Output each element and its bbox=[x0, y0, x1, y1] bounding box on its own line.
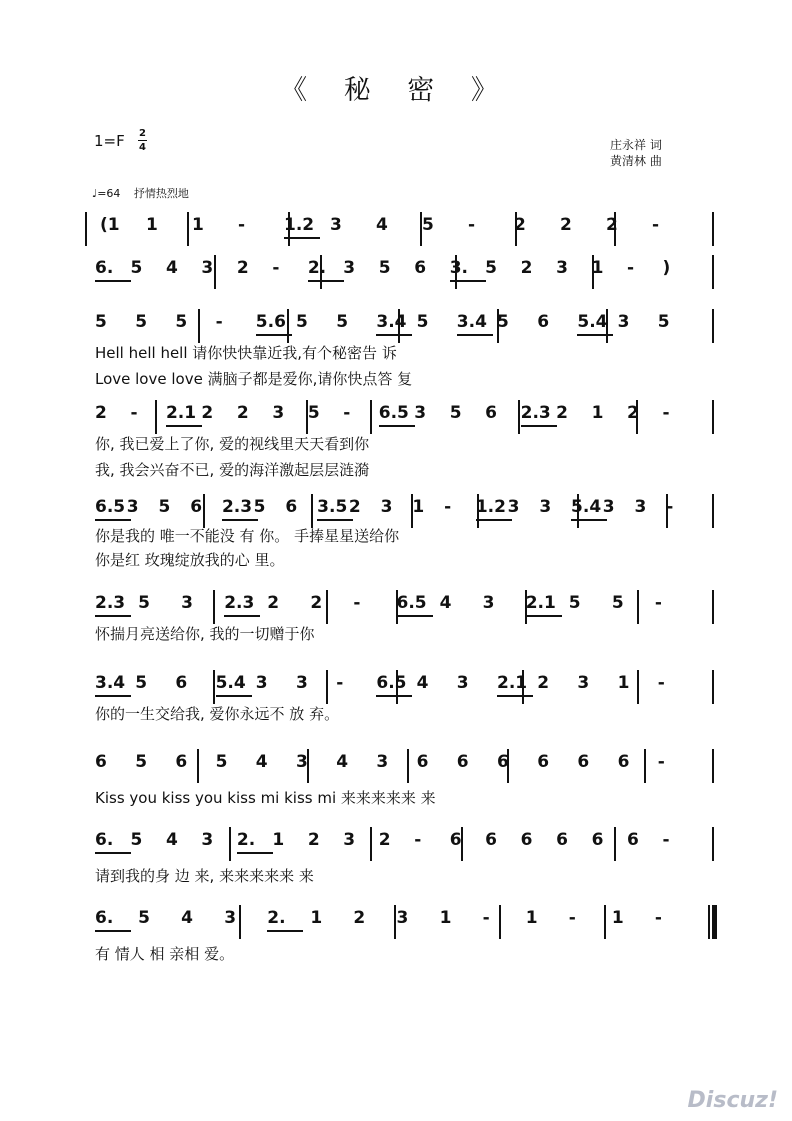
note: 5 bbox=[422, 215, 434, 235]
note: 3. bbox=[449, 258, 468, 278]
barline bbox=[155, 400, 157, 434]
note: 3 bbox=[396, 908, 409, 928]
note: (1 bbox=[100, 215, 120, 235]
note: 1 bbox=[591, 258, 604, 278]
note: 5 bbox=[378, 258, 391, 278]
barline bbox=[198, 309, 200, 343]
note: 6 bbox=[556, 830, 568, 850]
note: 4 bbox=[181, 908, 193, 928]
note: 6.5 bbox=[376, 673, 407, 693]
note: 6 bbox=[285, 497, 298, 517]
beam bbox=[222, 519, 258, 521]
note: 6 bbox=[577, 752, 590, 772]
note: 3.4 bbox=[376, 312, 407, 332]
key-signature: 1=F bbox=[94, 132, 125, 150]
note: 5 bbox=[307, 403, 320, 423]
beam bbox=[95, 615, 131, 617]
note: 1 bbox=[310, 908, 323, 928]
note: 3 bbox=[296, 752, 308, 772]
composer: 黄清林 曲 bbox=[610, 154, 662, 168]
beam bbox=[256, 334, 292, 336]
note: 1 bbox=[192, 215, 204, 235]
note: 3.4 bbox=[456, 312, 487, 332]
note: - bbox=[657, 752, 665, 772]
note: 4 bbox=[376, 215, 388, 235]
note: - bbox=[652, 215, 660, 235]
note: 6 bbox=[414, 258, 427, 278]
barline bbox=[712, 670, 714, 704]
barline bbox=[712, 749, 714, 783]
note: 2 bbox=[353, 908, 366, 928]
barline bbox=[370, 827, 372, 861]
note: - bbox=[468, 215, 476, 235]
barline bbox=[85, 212, 87, 246]
note: 2 bbox=[236, 403, 249, 423]
barline bbox=[712, 494, 714, 528]
barline bbox=[203, 494, 205, 528]
beam bbox=[450, 280, 486, 282]
barline bbox=[197, 749, 199, 783]
note: - bbox=[238, 215, 246, 235]
note: 6 bbox=[537, 312, 550, 332]
barline bbox=[637, 670, 639, 704]
beam bbox=[376, 334, 412, 336]
time-signature: 2 4 bbox=[139, 128, 146, 153]
note: - bbox=[568, 908, 576, 928]
note: - bbox=[343, 403, 351, 423]
note: 5 bbox=[497, 312, 509, 332]
beam bbox=[497, 695, 533, 697]
note: 2 bbox=[627, 403, 639, 423]
note: 3 bbox=[539, 497, 552, 517]
note: 5 bbox=[158, 497, 171, 517]
note: - bbox=[444, 497, 452, 517]
lyric-line: 我, 我会兴奋不已, 爱的海洋激起层层涟漪 bbox=[95, 461, 370, 479]
note: 5 bbox=[130, 258, 143, 278]
note: 3 bbox=[602, 497, 615, 517]
note: 1 bbox=[525, 908, 538, 928]
note: 6 bbox=[537, 752, 550, 772]
beam bbox=[521, 425, 557, 427]
note: 3 bbox=[330, 215, 342, 235]
note: 5 bbox=[485, 258, 498, 278]
note: 5 bbox=[175, 312, 188, 332]
lyric-line: 你的一生交给我, 爱你永远不 放 弃。 bbox=[95, 705, 340, 723]
note: 3 bbox=[617, 312, 630, 332]
tempo-bpm: ♩=64 bbox=[92, 187, 121, 200]
beam bbox=[216, 695, 252, 697]
lyric-line: Hell hell hell 请你快快靠近我,有个秘密告 诉 bbox=[95, 344, 397, 362]
note: 2 bbox=[95, 403, 107, 423]
barline bbox=[712, 212, 714, 246]
note: 6.5 bbox=[95, 497, 126, 517]
note: 2 bbox=[560, 215, 572, 235]
expression-mark: 抒情热烈地 bbox=[133, 187, 189, 200]
note: - bbox=[654, 593, 662, 613]
barline bbox=[287, 309, 289, 343]
lyric-line: Love love love 满脑子都是爱你,请你快点答 复 bbox=[95, 370, 413, 388]
note: 2 bbox=[307, 830, 320, 850]
note: 6. bbox=[95, 830, 114, 850]
note: 2. bbox=[267, 908, 286, 928]
lyric-line: 请到我的身 边 来, 来来来来来 来 bbox=[95, 867, 314, 885]
barline bbox=[712, 309, 714, 343]
note: 2 bbox=[348, 497, 361, 517]
note: 5 bbox=[130, 830, 143, 850]
note: 4 bbox=[165, 258, 178, 278]
beam bbox=[224, 615, 260, 617]
note: 2. bbox=[307, 258, 327, 278]
note: 5 bbox=[95, 312, 107, 332]
note: 3 bbox=[634, 497, 647, 517]
note: 6 bbox=[617, 752, 630, 772]
note: 3 bbox=[296, 673, 308, 693]
note: 5 bbox=[138, 593, 150, 613]
note: 6 bbox=[416, 752, 429, 772]
note: 1 bbox=[272, 830, 285, 850]
note: 5 bbox=[611, 593, 624, 613]
beam bbox=[476, 519, 512, 521]
barline bbox=[712, 255, 714, 289]
note: ) bbox=[662, 258, 671, 278]
note: - bbox=[130, 403, 138, 423]
note: 4 bbox=[165, 830, 178, 850]
note: 2. bbox=[236, 830, 256, 850]
note: 5.4 bbox=[215, 673, 246, 693]
note: 5 bbox=[135, 673, 148, 693]
beam bbox=[376, 695, 412, 697]
note: 1 bbox=[617, 673, 630, 693]
note: 5 bbox=[416, 312, 429, 332]
note: 3 bbox=[272, 403, 285, 423]
barline bbox=[712, 827, 714, 861]
note: 3 bbox=[507, 497, 520, 517]
note: 5.4 bbox=[571, 497, 602, 517]
note: 3 bbox=[380, 497, 393, 517]
note: 6.5 bbox=[396, 593, 427, 613]
note: 1 bbox=[146, 215, 158, 235]
beam bbox=[577, 334, 613, 336]
barline bbox=[187, 212, 189, 246]
barline bbox=[712, 400, 714, 434]
note: 1 bbox=[591, 403, 604, 423]
note: 2 bbox=[520, 258, 533, 278]
note: 6 bbox=[627, 830, 639, 850]
barline bbox=[604, 905, 606, 939]
note: 1.2 bbox=[284, 215, 315, 235]
beam bbox=[379, 425, 415, 427]
barline bbox=[229, 827, 231, 861]
note: 3 bbox=[343, 258, 356, 278]
note: 3.4 bbox=[95, 673, 126, 693]
note: - bbox=[657, 673, 665, 693]
note: 3 bbox=[201, 258, 214, 278]
beam bbox=[397, 615, 433, 617]
page-title: 《 秘 密 》 bbox=[280, 75, 512, 106]
barline bbox=[614, 827, 616, 861]
beam bbox=[308, 280, 344, 282]
note: 2 bbox=[201, 403, 214, 423]
note: 6 bbox=[520, 830, 533, 850]
note: 5 bbox=[568, 593, 581, 613]
note: - bbox=[215, 312, 223, 332]
note: 6 bbox=[175, 752, 188, 772]
note: 5.4 bbox=[577, 312, 608, 332]
note: 5 bbox=[135, 312, 148, 332]
note: 3 bbox=[343, 830, 356, 850]
note: 6 bbox=[485, 403, 498, 423]
note: - bbox=[627, 258, 635, 278]
note: 5 bbox=[138, 908, 150, 928]
barline bbox=[326, 590, 328, 624]
beam bbox=[95, 852, 131, 854]
note: - bbox=[662, 403, 670, 423]
beam bbox=[457, 334, 493, 336]
note: 2 bbox=[514, 215, 526, 235]
lyric-line: Kiss you kiss you kiss mi kiss mi 来来来来来 来 bbox=[95, 789, 436, 807]
note: 3 bbox=[577, 673, 590, 693]
beam bbox=[284, 237, 320, 239]
note: 2 bbox=[267, 593, 280, 613]
note: 2 bbox=[606, 215, 618, 235]
note: 3.5 bbox=[317, 497, 348, 517]
barline bbox=[644, 749, 646, 783]
note: - bbox=[654, 908, 662, 928]
note: 6 bbox=[485, 830, 498, 850]
note: 5 bbox=[336, 312, 349, 332]
note: 6 bbox=[497, 752, 509, 772]
note: 5.6 bbox=[255, 312, 286, 332]
note: 1 bbox=[611, 908, 624, 928]
note: 5 bbox=[296, 312, 308, 332]
note: 3 bbox=[482, 593, 495, 613]
note: 6 bbox=[449, 830, 462, 850]
lyric-line: 你, 我已爱上了你, 爱的视线里天天看到你 bbox=[95, 435, 370, 453]
beam bbox=[95, 280, 131, 282]
beam bbox=[95, 695, 131, 697]
lyric-line: 你是我的 唯一不能没 有 你。 手捧星星送给你 bbox=[95, 527, 400, 545]
note: 3 bbox=[181, 593, 193, 613]
note: 5 bbox=[215, 752, 228, 772]
barline bbox=[239, 905, 241, 939]
note: 2 bbox=[556, 403, 568, 423]
barline bbox=[637, 590, 639, 624]
note: 6 bbox=[95, 752, 107, 772]
note: - bbox=[336, 673, 344, 693]
note: 1 bbox=[439, 908, 452, 928]
beam bbox=[166, 425, 202, 427]
note: 6. bbox=[95, 908, 114, 928]
lyric-line: 你是红 玫瑰绽放我的心 里。 bbox=[95, 551, 285, 569]
note: 6 bbox=[456, 752, 469, 772]
barline bbox=[213, 590, 215, 624]
note: 3 bbox=[456, 673, 469, 693]
note: 2.3 bbox=[95, 593, 126, 613]
note: 2 bbox=[236, 258, 249, 278]
lyric-line: 有 情人 相 亲相 爱。 bbox=[95, 945, 235, 963]
note: 2 bbox=[378, 830, 391, 850]
lyricist: 庄永祥 词 bbox=[610, 138, 662, 152]
note: 1 bbox=[412, 497, 425, 517]
note: 3 bbox=[414, 403, 427, 423]
beam bbox=[267, 930, 303, 932]
barline bbox=[499, 905, 501, 939]
note: 2 bbox=[537, 673, 550, 693]
note: 6.5 bbox=[378, 403, 409, 423]
note: 6 bbox=[175, 673, 188, 693]
barline bbox=[407, 749, 409, 783]
note: - bbox=[666, 497, 674, 517]
note: 2.1 bbox=[165, 403, 197, 423]
barline bbox=[311, 494, 313, 528]
note: 6 bbox=[190, 497, 203, 517]
barline bbox=[326, 670, 328, 704]
note: 2 bbox=[310, 593, 323, 613]
note: 3 bbox=[376, 752, 389, 772]
beam bbox=[526, 615, 562, 617]
note: 4 bbox=[416, 673, 429, 693]
note: 2.3 bbox=[520, 403, 551, 423]
beam bbox=[317, 519, 353, 521]
note: 1.2 bbox=[475, 497, 506, 517]
note: 4 bbox=[439, 593, 452, 613]
note: 2.1 bbox=[497, 673, 528, 693]
note: - bbox=[272, 258, 280, 278]
note: - bbox=[353, 593, 361, 613]
note: 6. bbox=[95, 258, 114, 278]
note: 2.1 bbox=[525, 593, 556, 613]
watermark: Discuz! bbox=[687, 1088, 778, 1113]
lyric-line: 怀揣月亮送给你, 我的一切赠于你 bbox=[95, 625, 315, 643]
note: - bbox=[414, 830, 422, 850]
note: 6 bbox=[591, 830, 604, 850]
note: - bbox=[482, 908, 490, 928]
note: - bbox=[662, 830, 670, 850]
note: 5 bbox=[253, 497, 266, 517]
barline bbox=[214, 255, 216, 289]
barline bbox=[712, 590, 714, 624]
note: 4 bbox=[336, 752, 349, 772]
note: 5 bbox=[657, 312, 670, 332]
beam bbox=[95, 930, 131, 932]
note: 3 bbox=[126, 497, 139, 517]
note: 3 bbox=[255, 673, 268, 693]
tempo-marking bbox=[92, 185, 189, 201]
beam bbox=[237, 852, 273, 854]
barline bbox=[708, 905, 710, 939]
beam bbox=[571, 519, 607, 521]
note: 4 bbox=[255, 752, 268, 772]
credits bbox=[610, 137, 662, 169]
barline bbox=[370, 400, 372, 434]
note: 3 bbox=[224, 908, 237, 928]
note: 5 bbox=[449, 403, 462, 423]
note: 3 bbox=[201, 830, 214, 850]
note: 3 bbox=[556, 258, 568, 278]
note: 5 bbox=[135, 752, 148, 772]
beam bbox=[95, 519, 131, 521]
note: 2.3 bbox=[221, 497, 253, 517]
final-barline bbox=[714, 905, 717, 939]
note: 2.3 bbox=[224, 593, 255, 613]
